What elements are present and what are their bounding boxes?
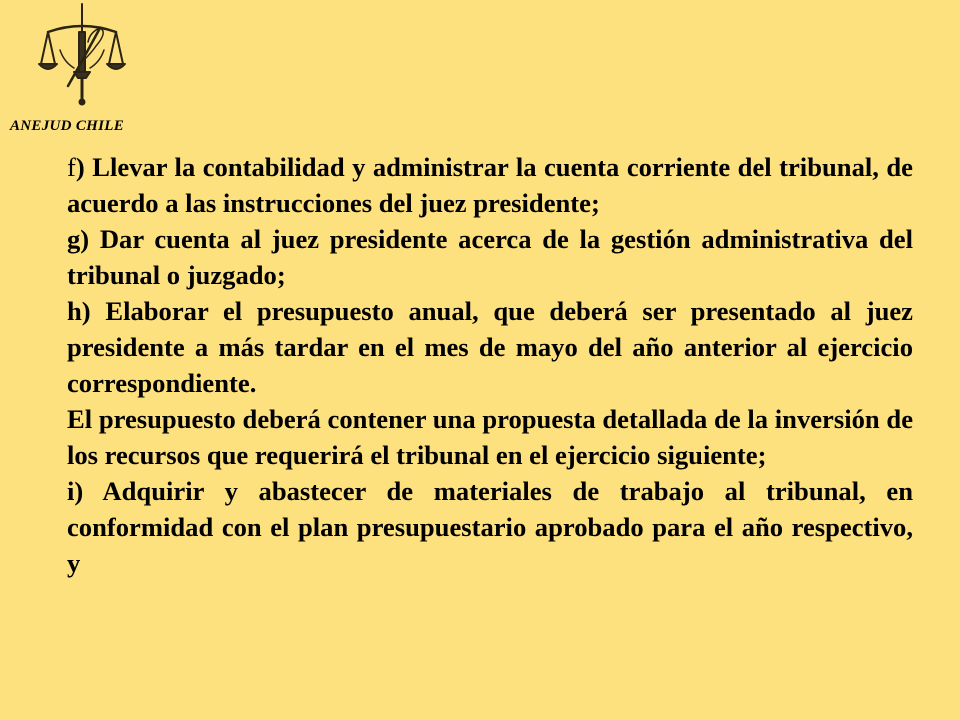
item-text: i) Adquirir y abastecer de materiales de trabajo al tribunal, en conformidad con el plan presupuestario aprobado para el año respectivo, y xyxy=(67,476,913,578)
item-text: g) Dar cuenta al juez presidente acerca de la gestión administrativa del tribunal o juzgado; xyxy=(67,224,913,290)
document-body xyxy=(67,149,913,581)
list-item xyxy=(67,293,913,401)
item-text: El presupuesto deberá contener una propuesta detallada de la inversión de los recursos que requerirá el tribunal en el ejercicio siguiente; xyxy=(67,404,913,470)
list-item xyxy=(67,401,913,473)
item-marker: f xyxy=(67,152,76,182)
list-item xyxy=(67,221,913,293)
scales-of-justice-icon xyxy=(38,2,130,106)
org-name: ANEJUD CHILE xyxy=(10,118,125,134)
list-item xyxy=(67,149,913,221)
list-item xyxy=(67,473,913,581)
item-text: ) Llevar la contabilidad y administrar la cuenta corriente del tribunal, de acuerdo a las instrucciones del juez presidente; xyxy=(67,152,913,218)
item-text: h) Elaborar el presupuesto anual, que deberá ser presentado al juez presidente a más tardar en el mes de mayo del año anterior al ejercicio correspondiente. xyxy=(67,296,913,398)
